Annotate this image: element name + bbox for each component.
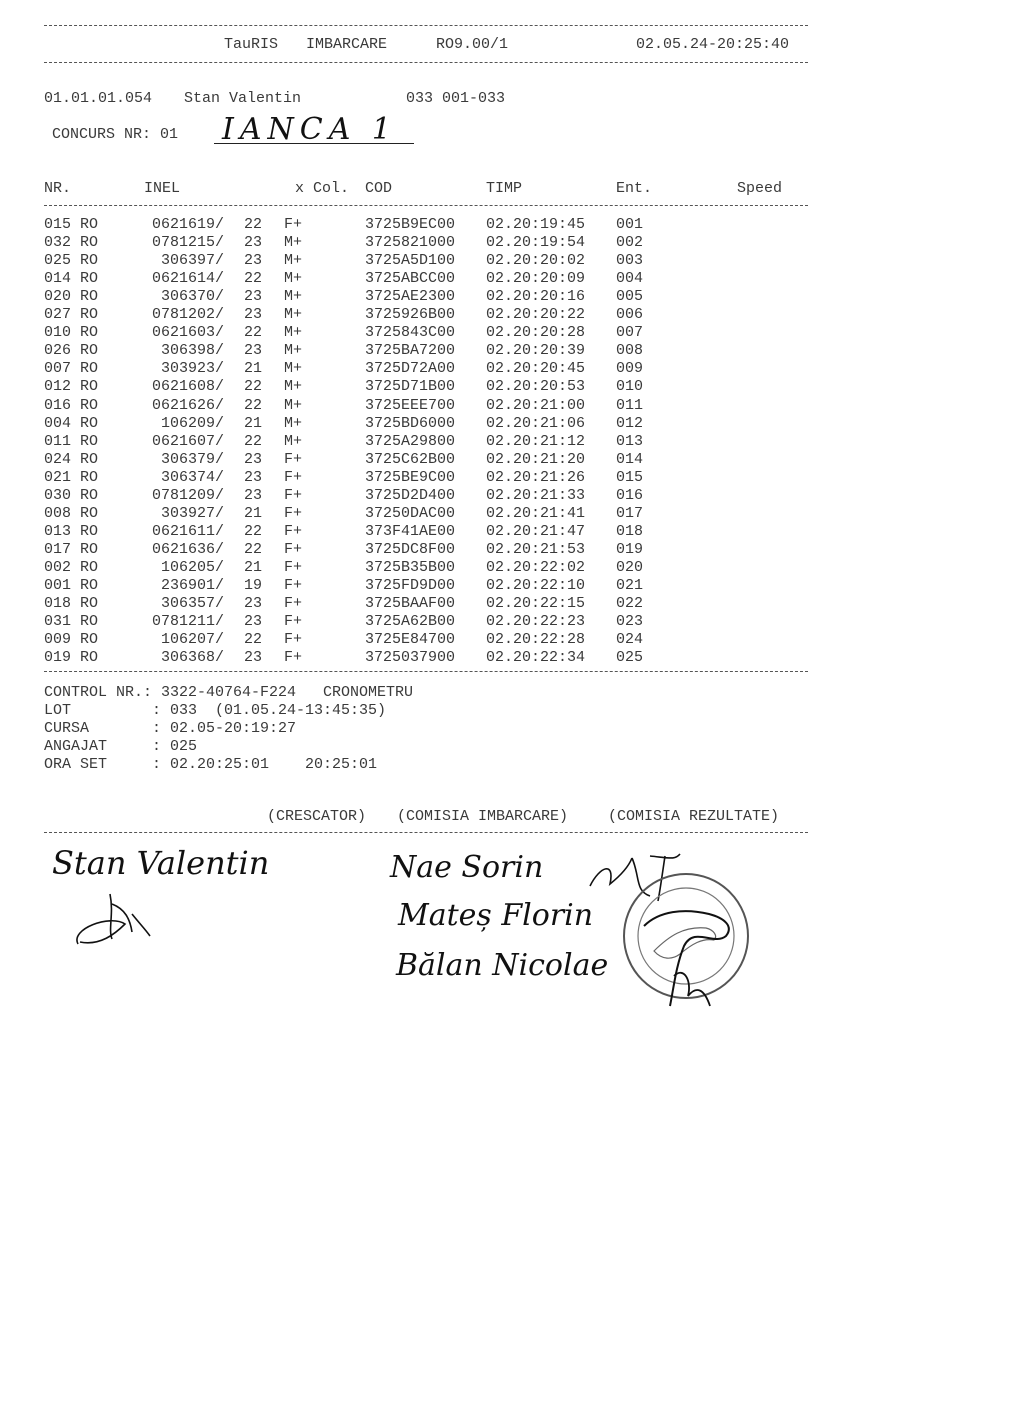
row-timp: 02.20:22:02 (486, 558, 586, 576)
table-row (0, 451, 820, 469)
row-year: 21 (244, 504, 263, 522)
row-inel: 306379/ (160, 450, 224, 468)
signature-rule (44, 832, 808, 833)
row-timp: 02.20:20:02 (486, 252, 586, 270)
row-sex: F+ (284, 649, 303, 667)
row-inel: 106209/ (160, 414, 224, 432)
signature-commission-3: Bălan Nicolae (396, 948, 609, 983)
row-nr: 019 RO (44, 649, 99, 667)
row-sex: M+ (284, 378, 303, 396)
row-inel: 0781202/ (151, 306, 224, 324)
row-cod: 3725BA7200 (365, 342, 456, 360)
row-cod: 3725B9EC00 (365, 216, 456, 233)
row-sex: M+ (284, 252, 303, 270)
row-year: 21 (244, 360, 263, 378)
row-ent: 010 (616, 378, 644, 396)
col-speed: Speed (737, 180, 783, 197)
row-year: 22 (244, 522, 263, 540)
table-row (0, 378, 820, 396)
row-sex: F+ (284, 522, 303, 540)
signature-commission-2: Mateș Florin (398, 898, 594, 933)
row-ent: 005 (616, 288, 644, 306)
row-nr: 001 RO (44, 577, 99, 594)
row-sex: F+ (284, 450, 303, 468)
row-year: 22 (244, 216, 263, 233)
row-timp: 02.20:21:47 (486, 522, 586, 540)
col-ent: Ent. (616, 180, 653, 197)
row-cod: 3725A5D100 (365, 252, 456, 270)
table-row (0, 288, 820, 306)
row-cod: 3725037900 (365, 649, 456, 667)
row-year: 22 (244, 540, 263, 558)
row-cod: 3725ABCC00 (365, 270, 456, 288)
row-ent: 007 (616, 324, 644, 342)
header-version: RO9.00/1 (436, 36, 509, 53)
row-cod: 3725DC8F00 (365, 540, 456, 558)
row-timp: 02.20:22:28 (486, 631, 586, 649)
row-sex: M+ (284, 432, 303, 450)
table-row (0, 433, 820, 451)
row-ent: 024 (616, 631, 644, 649)
header-top-rule (44, 25, 808, 26)
row-nr: 007 RO (44, 360, 99, 378)
row-timp: 02.20:22:15 (486, 595, 586, 613)
row-inel: 303923/ (160, 360, 224, 378)
row-inel: 0781211/ (151, 613, 224, 631)
row-timp: 02.20:22:34 (486, 649, 586, 667)
row-nr: 013 RO (44, 522, 99, 540)
row-timp: 02.20:21:41 (486, 504, 586, 522)
header-bottom-rule (44, 62, 808, 63)
row-sex: M+ (284, 306, 303, 324)
row-timp: 02.20:20:22 (486, 306, 586, 324)
header-mode: IMBARCARE (306, 36, 388, 53)
table-row (0, 631, 820, 649)
row-cod: 3725FD9D00 (365, 577, 456, 594)
row-nr: 015 RO (44, 216, 99, 233)
row-nr: 021 RO (44, 468, 99, 486)
row-sex: M+ (284, 270, 303, 288)
table-row (0, 360, 820, 378)
row-inel: 0621611/ (151, 522, 224, 540)
row-year: 22 (244, 396, 263, 414)
row-year: 22 (244, 631, 263, 649)
row-nr: 031 RO (44, 613, 99, 631)
row-year: 23 (244, 468, 263, 486)
row-sex: F+ (284, 216, 303, 233)
row-year: 23 (244, 234, 263, 252)
row-sex: F+ (284, 558, 303, 576)
breeder-code: 01.01.01.054 (44, 90, 153, 107)
row-nr: 025 RO (44, 252, 99, 270)
row-inel: 303927/ (160, 504, 224, 522)
row-nr: 032 RO (44, 234, 99, 252)
row-inel: 0621603/ (151, 324, 224, 342)
row-nr: 026 RO (44, 342, 99, 360)
row-sex: M+ (284, 288, 303, 306)
row-nr: 002 RO (44, 558, 99, 576)
footer-cursa: CURSA : 02.05-20:19:27 (44, 720, 297, 737)
row-nr: 011 RO (44, 432, 99, 450)
concurs-handwritten: IANCA 1 (222, 112, 398, 147)
signature-crescator-name: Stan Valentin (52, 844, 270, 882)
table-row (0, 649, 820, 667)
row-year: 23 (244, 342, 263, 360)
row-sex: M+ (284, 324, 303, 342)
row-cod: 37250DAC00 (365, 504, 456, 522)
breeder-name: Stan Valentin (184, 90, 302, 107)
row-year: 23 (244, 486, 263, 504)
row-cod: 3725A29800 (365, 432, 456, 450)
row-ent: 020 (616, 558, 644, 576)
row-cod: 3725821000 (365, 234, 456, 252)
row-year: 22 (244, 324, 263, 342)
table-row (0, 234, 820, 252)
row-cod: 3725BE9C00 (365, 468, 456, 486)
row-timp: 02.20:20:45 (486, 360, 586, 378)
table-top-rule (44, 205, 808, 206)
row-cod: 3725BD6000 (365, 414, 456, 432)
row-sex: M+ (284, 342, 303, 360)
row-ent: 008 (616, 342, 644, 360)
row-timp: 02.20:21:26 (486, 468, 586, 486)
table-row (0, 577, 820, 595)
row-timp: 02.20:22:23 (486, 613, 586, 631)
row-cod: 3725D71B00 (365, 378, 456, 396)
row-timp: 02.20:21:33 (486, 486, 586, 504)
row-year: 23 (244, 613, 263, 631)
row-cod: 3725C62B00 (365, 450, 456, 468)
row-ent: 011 (616, 396, 644, 414)
row-timp: 02.20:21:20 (486, 450, 586, 468)
signature-commission-1: Nae Sorin (390, 850, 544, 885)
breeder-range: 033 001-033 (406, 90, 506, 107)
row-inel: 236901/ (160, 577, 224, 594)
row-ent: 014 (616, 450, 644, 468)
row-inel: 0781209/ (151, 486, 224, 504)
row-timp: 02.20:20:09 (486, 270, 586, 288)
row-cod: 3725B35B00 (365, 558, 456, 576)
row-inel: 0621614/ (151, 270, 224, 288)
row-year: 23 (244, 306, 263, 324)
table-row (0, 252, 820, 270)
row-nr: 027 RO (44, 306, 99, 324)
row-timp: 02.20:21:00 (486, 396, 586, 414)
concurs-label: CONCURS NR: 01 (52, 126, 179, 143)
row-inel: 306357/ (160, 595, 224, 613)
footer-control: CONTROL NR.: 3322-40764-F224 CRONOMETRU (44, 684, 414, 701)
row-cod: 3725E84700 (365, 631, 456, 649)
table-row (0, 613, 820, 631)
table-row (0, 216, 820, 234)
label-comisia-imbarcare: (COMISIA IMBARCARE) (397, 808, 569, 825)
row-nr: 010 RO (44, 324, 99, 342)
row-year: 23 (244, 649, 263, 667)
row-sex: M+ (284, 414, 303, 432)
table-row (0, 595, 820, 613)
col-inel: INEL (144, 180, 181, 197)
row-cod: 3725D2D400 (365, 486, 456, 504)
row-inel: 306397/ (160, 252, 224, 270)
row-inel: 306374/ (160, 468, 224, 486)
row-year: 23 (244, 288, 263, 306)
row-sex: F+ (284, 577, 303, 594)
table-row (0, 487, 820, 505)
row-cod: 373F41AE00 (365, 522, 456, 540)
table-row (0, 469, 820, 487)
row-inel: 0621607/ (151, 432, 224, 450)
row-year: 21 (244, 558, 263, 576)
row-ent: 002 (616, 234, 644, 252)
row-ent: 019 (616, 540, 644, 558)
row-inel: 0621608/ (151, 378, 224, 396)
row-nr: 008 RO (44, 504, 99, 522)
signature-scribble-crescator (70, 884, 160, 954)
table-row (0, 541, 820, 559)
row-cod: 3725EEE700 (365, 396, 456, 414)
table-row (0, 306, 820, 324)
row-year: 22 (244, 270, 263, 288)
row-nr: 016 RO (44, 396, 99, 414)
row-timp: 02.20:20:16 (486, 288, 586, 306)
col-nr: NR. (44, 180, 72, 197)
row-sex: F+ (284, 504, 303, 522)
row-year: 23 (244, 595, 263, 613)
row-nr: 009 RO (44, 631, 99, 649)
association-stamp-icon (614, 856, 764, 1026)
row-ent: 016 (616, 486, 644, 504)
row-inel: 106207/ (160, 631, 224, 649)
row-inel: 0781215/ (151, 234, 224, 252)
row-timp: 02.20:22:10 (486, 577, 586, 594)
row-cod: 3725926B00 (365, 306, 456, 324)
label-crescator: (CRESCATOR) (267, 808, 367, 825)
row-timp: 02.20:20:28 (486, 324, 586, 342)
row-ent: 013 (616, 432, 644, 450)
row-sex: F+ (284, 468, 303, 486)
row-timp: 02.20:19:54 (486, 234, 586, 252)
row-inel: 306368/ (160, 649, 224, 667)
row-ent: 004 (616, 270, 644, 288)
row-sex: F+ (284, 595, 303, 613)
row-ent: 022 (616, 595, 644, 613)
row-year: 21 (244, 414, 263, 432)
table-row (0, 342, 820, 360)
row-timp: 02.20:20:39 (486, 342, 586, 360)
row-cod: 3725AE2300 (365, 288, 456, 306)
row-inel: 0621626/ (151, 396, 224, 414)
row-nr: 012 RO (44, 378, 99, 396)
row-nr: 018 RO (44, 595, 99, 613)
row-sex: M+ (284, 360, 303, 378)
row-ent: 018 (616, 522, 644, 540)
row-inel: 0621636/ (151, 540, 224, 558)
row-timp: 02.20:20:53 (486, 378, 586, 396)
table-row (0, 505, 820, 523)
row-cod: 3725D72A00 (365, 360, 456, 378)
label-comisia-rezultate: (COMISIA REZULTATE) (608, 808, 780, 825)
row-ent: 006 (616, 306, 644, 324)
header-system: TauRIS (224, 36, 279, 53)
row-sex: F+ (284, 540, 303, 558)
row-year: 23 (244, 252, 263, 270)
table-row (0, 270, 820, 288)
row-ent: 023 (616, 613, 644, 631)
col-xcol: x Col. (295, 180, 350, 197)
table-bottom-rule (44, 671, 808, 672)
row-nr: 014 RO (44, 270, 99, 288)
row-sex: M+ (284, 396, 303, 414)
row-nr: 024 RO (44, 450, 99, 468)
col-cod: COD (365, 180, 393, 197)
row-nr: 004 RO (44, 414, 99, 432)
row-ent: 025 (616, 649, 644, 667)
row-ent: 003 (616, 252, 644, 270)
row-ent: 001 (616, 216, 644, 233)
table-row (0, 397, 820, 415)
row-cod: 3725A62B00 (365, 613, 456, 631)
table-row (0, 559, 820, 577)
row-nr: 017 RO (44, 540, 99, 558)
table-row (0, 324, 820, 342)
row-inel: 306370/ (160, 288, 224, 306)
row-timp: 02.20:19:45 (486, 216, 586, 233)
row-nr: 030 RO (44, 486, 99, 504)
row-sex: M+ (284, 234, 303, 252)
row-timp: 02.20:21:06 (486, 414, 586, 432)
row-year: 23 (244, 450, 263, 468)
table-row (0, 415, 820, 433)
row-inel: 306398/ (160, 342, 224, 360)
row-inel: 0621619/ (151, 216, 224, 233)
row-ent: 021 (616, 577, 644, 594)
table-row (0, 523, 820, 541)
row-sex: F+ (284, 613, 303, 631)
row-cod: 3725843C00 (365, 324, 456, 342)
row-inel: 106205/ (160, 558, 224, 576)
col-timp: TIMP (486, 180, 523, 197)
row-nr: 020 RO (44, 288, 99, 306)
row-year: 22 (244, 432, 263, 450)
row-timp: 02.20:21:12 (486, 432, 586, 450)
row-year: 19 (244, 577, 263, 594)
row-sex: F+ (284, 486, 303, 504)
footer-ora-set: ORA SET : 02.20:25:01 20:25:01 (44, 756, 378, 773)
row-ent: 012 (616, 414, 644, 432)
row-timp: 02.20:21:53 (486, 540, 586, 558)
row-cod: 3725BAAF00 (365, 595, 456, 613)
footer-lot: LOT : 033 (01.05.24-13:45:35) (44, 702, 387, 719)
row-sex: F+ (284, 631, 303, 649)
concurs-underline (214, 143, 414, 144)
row-year: 22 (244, 378, 263, 396)
row-ent: 015 (616, 468, 644, 486)
row-ent: 009 (616, 360, 644, 378)
row-ent: 017 (616, 504, 644, 522)
header-printed-at: 02.05.24-20:25:40 (636, 36, 790, 53)
footer-angajat: ANGAJAT : 025 (44, 738, 198, 755)
